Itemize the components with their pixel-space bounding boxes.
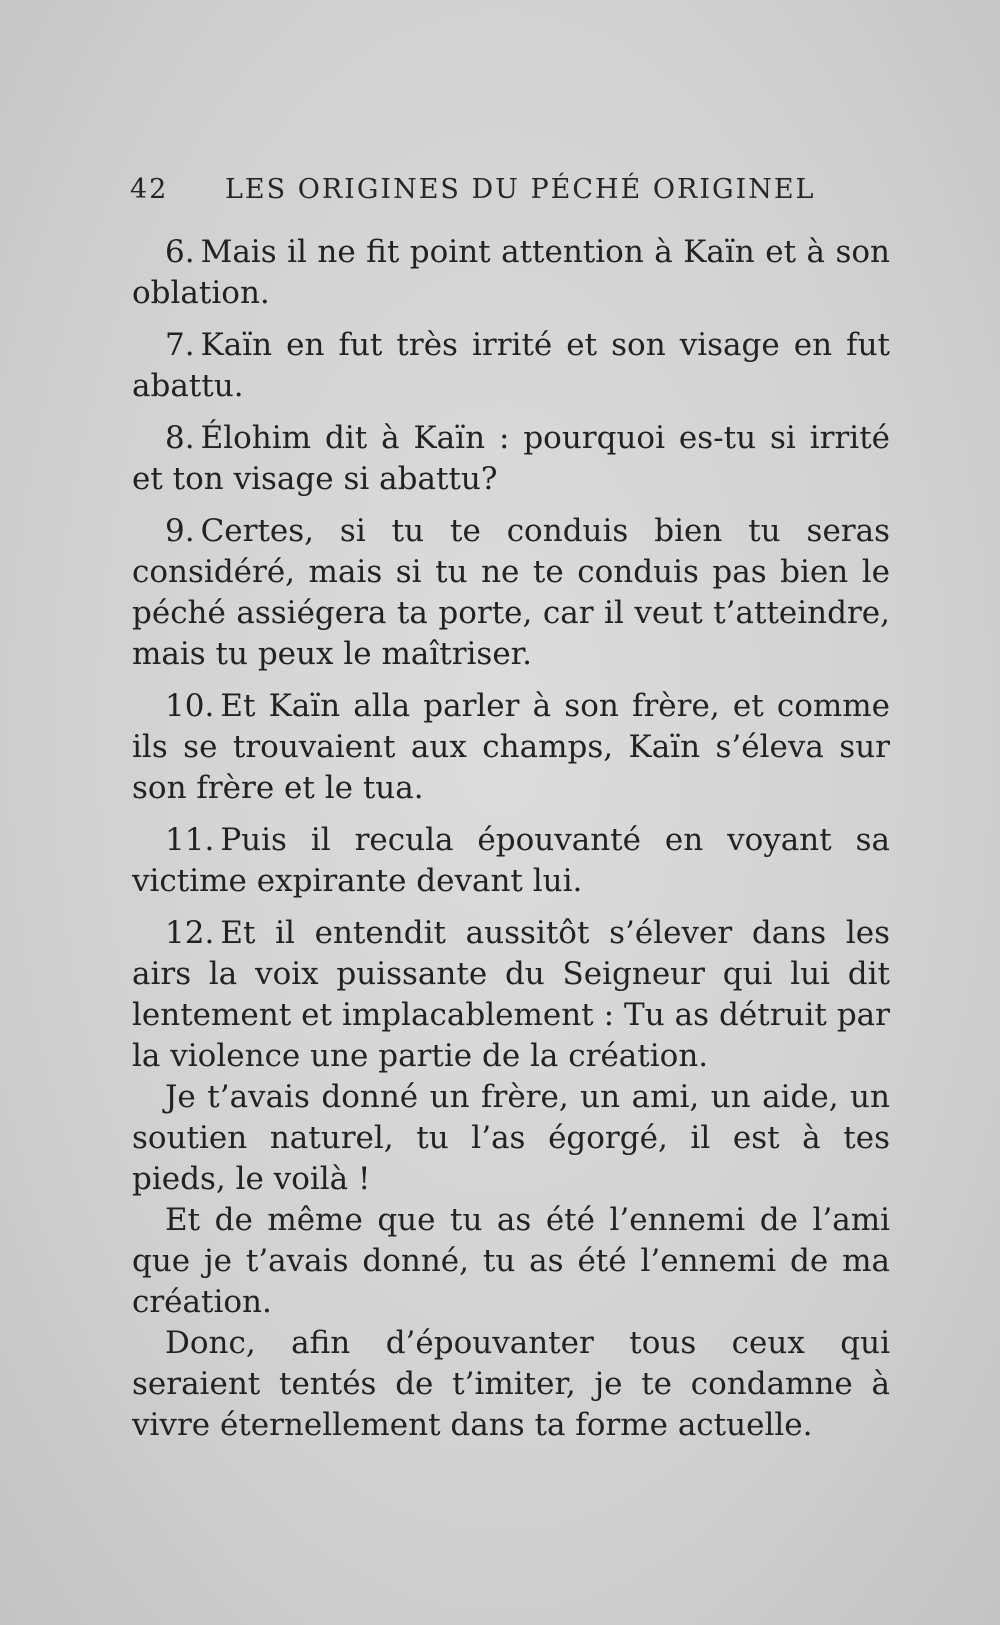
verse-10 xyxy=(132,686,890,809)
verse-text: Élohim dit à Kaïn : pourquoi es-tu si irrité et ton visage si abattu? xyxy=(132,420,890,497)
verse-9 xyxy=(132,511,890,675)
verse-number: 8. xyxy=(165,420,195,456)
verse-number: 11. xyxy=(165,822,215,858)
verse-text: Puis il recula épouvanté en voyant sa victime expirante devant lui. xyxy=(132,822,890,899)
page-number: 42 xyxy=(130,174,169,205)
verse-number: 10. xyxy=(165,688,215,724)
page-body xyxy=(132,232,890,1446)
verse-text: Et il entendit aussitôt s’élever dans les airs la voix puissante du Seigneur qui lui dit lentement et implacablement : Tu as détruit par la violence une partie de la création. xyxy=(132,915,890,1074)
verse-6 xyxy=(132,232,890,314)
running-title: LES ORIGINES DU PÉCHÉ ORIGINEL xyxy=(225,174,816,205)
verse-number: 9. xyxy=(165,513,195,549)
verse-text: Kaïn en fut très irrité et son visage en fut abattu. xyxy=(132,327,890,404)
verse-number: 12. xyxy=(165,915,215,951)
continuation-paragraph: Je t’avais donné un frère, un ami, un aide, un soutien naturel, tu l’as égorgé, il est à tes pieds, le voilà ! xyxy=(132,1079,890,1197)
verse-11 xyxy=(132,820,890,902)
verse-text: Et Kaïn alla parler à son frère, et comme ils se trouvaient aux champs, Kaïn s’éleva sur son frère et le tua. xyxy=(132,688,890,806)
verse-number: 7. xyxy=(165,327,195,363)
page-header xyxy=(130,174,816,214)
verse-number: 6. xyxy=(165,234,195,270)
verse-7 xyxy=(132,325,890,407)
continuation-paragraph: Et de même que tu as été l’ennemi de l’ami que je t’avais donné, tu as été l’ennemi de ma création. xyxy=(132,1202,890,1320)
verse-text: Mais il ne fit point attention à Kaïn et à son oblation. xyxy=(132,234,890,311)
verse-8 xyxy=(132,418,890,500)
verse-text: Certes, si tu te conduis bien tu seras considéré, mais si tu ne te conduis pas bien le péché assiégera ta porte, car il veut t’atteindre, mais tu peux le maîtriser. xyxy=(132,513,890,672)
verse-12 xyxy=(132,913,890,1077)
continuation-paragraph: Donc, afin d’épouvanter tous ceux qui seraient tentés de t’imiter, je te condamne à vivre éternellement dans ta forme actuelle. xyxy=(132,1325,890,1443)
